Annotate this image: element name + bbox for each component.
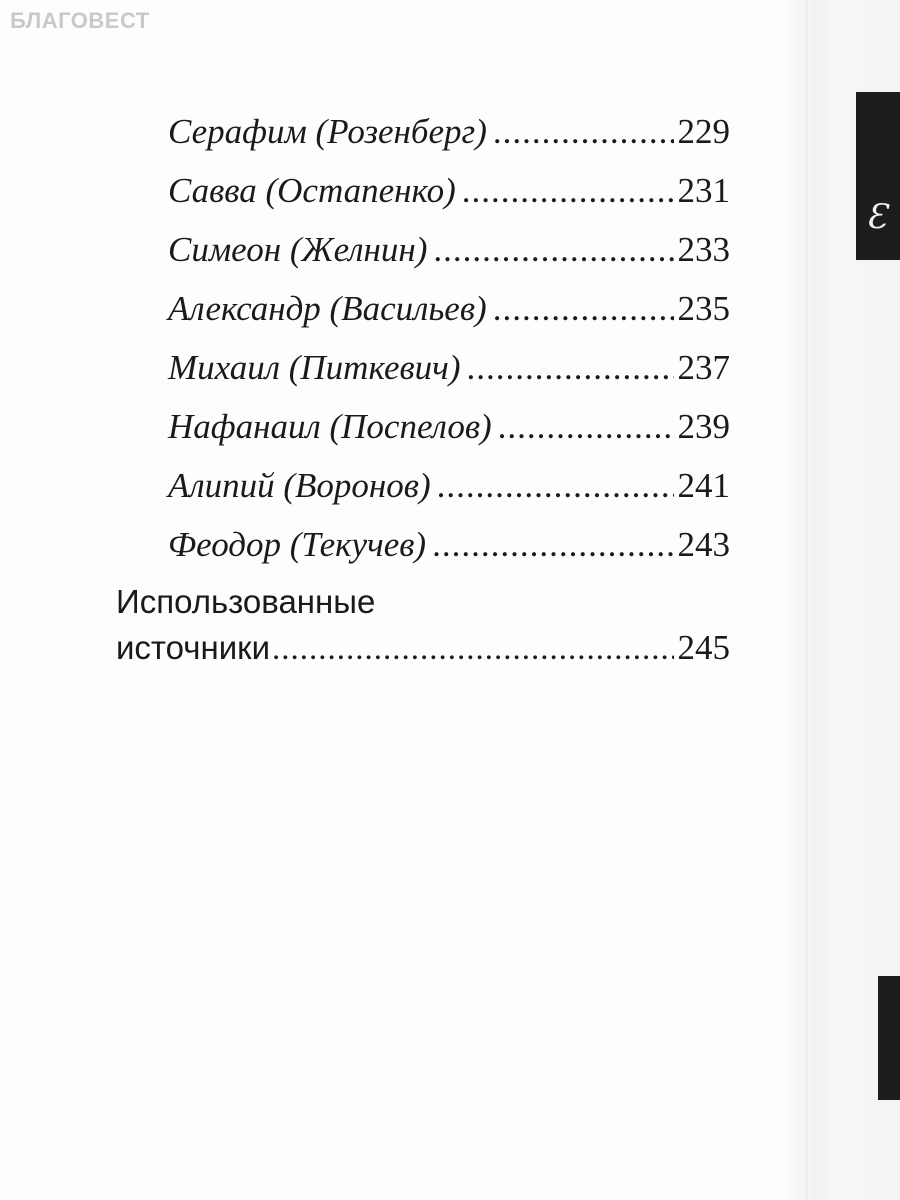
toc-entry [168, 287, 730, 331]
toc-entry-title: Нафанаил (Поспелов) [168, 407, 492, 446]
toc-entry [168, 405, 730, 449]
toc-entry-page: 235 [677, 289, 730, 328]
dot-leader [432, 523, 673, 567]
store-watermark: БЛАГОВЕСТ [10, 8, 150, 33]
dot-leader [437, 464, 674, 508]
sources-title-line2: источники [116, 629, 271, 666]
toc-entry [168, 464, 730, 508]
toc-entry-page: 243 [677, 525, 730, 564]
sources-title-line1: Использованные [116, 583, 376, 620]
toc-entry [168, 228, 730, 272]
toc-entry-title: Феодор (Текучев) [168, 525, 427, 564]
toc-entry-page: 239 [677, 407, 730, 446]
sources-page: 245 [677, 628, 730, 667]
toc-entry-title: Симеон (Желнин) [168, 230, 428, 269]
sources-entry [116, 626, 730, 670]
toc-entry-page: 237 [677, 348, 730, 387]
toc-entry-title: Александр (Васильев) [168, 289, 487, 328]
dot-leader [498, 405, 674, 449]
toc-entry-page: 241 [677, 466, 730, 505]
toc-entry-title: Серафим (Розенберг) [168, 112, 487, 151]
toc-entry [168, 169, 730, 213]
toc-entry [168, 346, 730, 390]
dot-leader [467, 346, 674, 390]
toc-entry-page: 233 [677, 230, 730, 269]
toc-entry-title: Савва (Остапенко) [168, 171, 456, 210]
dot-leader [493, 110, 674, 154]
dot-leader [433, 228, 673, 272]
toc-entry [168, 523, 730, 567]
toc-entry-title: Михаил (Питкевич) [168, 348, 461, 387]
dot-leader [493, 287, 674, 331]
toc-entry [168, 110, 730, 154]
section-tab-bottom [878, 976, 900, 1100]
toc-entry-title: Алипий (Воронов) [168, 466, 431, 505]
dot-leader [272, 627, 673, 671]
ornament-icon: Ɛ [866, 197, 888, 237]
dot-leader [462, 169, 674, 213]
toc-entry-page: 229 [677, 112, 730, 151]
toc-entry-page: 231 [677, 171, 730, 210]
